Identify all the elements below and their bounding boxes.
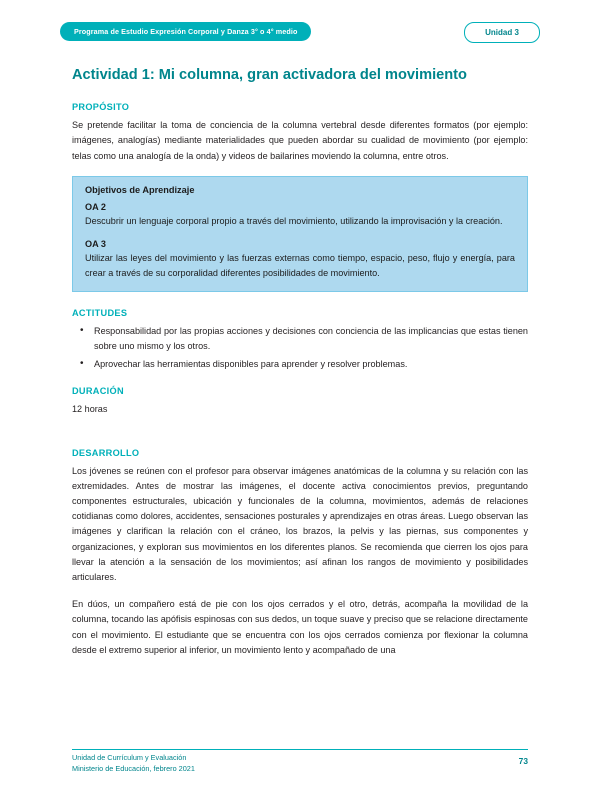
objetivos-list: [73, 202, 527, 291]
objetivos-aprendizaje-box: [72, 176, 528, 292]
section-label-proposito: PROPÓSITO: [72, 102, 130, 113]
page-content: [72, 66, 528, 658]
page-number: 73: [518, 756, 528, 766]
unit-badge: Unidad 3: [464, 22, 540, 43]
section-label-actitudes: ACTITUDES: [72, 307, 128, 318]
footer-institution: [72, 752, 195, 774]
list-item: • Aprovechar las herramientas disponibles para aprender y resolver problemas.: [94, 357, 528, 372]
footer-line-1: Unidad de Currículum y Evaluación: [72, 753, 187, 762]
objetivo-code: OA 3: [85, 238, 106, 249]
list-item: • Responsabilidad por las propias acciones y decisiones con conciencia de las implicancias que estas tienen sobre uno mismo y los otros.: [94, 324, 528, 354]
desarrollo-paragraph: Los jóvenes se reúnen con el profesor para observar imágenes anatómicas de la columna y su relación con las extremidades. Antes de mostrar las imágenes, el docente activa conocimientos previos, preguntando componentes estructurales, ubicación y funcionales de la columna, movimientos, además de relaciones cotidianas como dolores, accidentes, sensaciones posturales y aprendizajes en otras áreas. Luego observan las imágenes y clarifican la relación con el cráneo, los brazos, la pelvis y las piernas, sus componentes y organizaciones, y exploran sus movimientos en los diferentes planos. Se recomienda que cierren los ojos para llevar la atención a la sensación de los movimientos; así afinan los rangos de movimiento y posibilidades articulares.: [72, 465, 528, 583]
duracion-text: 12 horas: [72, 404, 108, 415]
objetivo-text: Utilizar las leyes del movimiento y las fuerzas externas como tiempo, espacio, peso, flujo y energía, para crear a través de su corporalidad diferentes posibilidades de movimiento.: [85, 252, 515, 278]
desarrollo-paragraph: En dúos, un compañero está de pie con los ojos cerrados y el otro, detrás, acompaña la movilidad de la columna, tocando las apófisis espinosas con sus dedos, un toque suave y preciso que se relacione directamente con el movimiento. El estudiante que se encuentra con los ojos cerrados comienza por flexionar la columna desde el extremo superior al inferior, un movimiento lento y acompañado de una: [72, 599, 528, 655]
objetivo-code: OA 2: [85, 201, 106, 212]
program-badge: Programa de Estudio Expresión Corporal y Danza 3° o 4° medio: [60, 22, 311, 41]
objetivo-item: [85, 239, 515, 281]
page-title: Actividad 1: Mi columna, gran activadora del movimiento: [72, 67, 467, 83]
footer-divider: [72, 749, 528, 750]
objetivo-text: Descubrir un lenguaje corporal propio a través del movimiento, utilizando la improvisación y la creación.: [85, 215, 503, 226]
section-label-duracion: DURACIÓN: [72, 386, 124, 397]
objetivo-item: [85, 202, 515, 229]
objetivos-title: Objetivos de Aprendizaje: [85, 184, 195, 195]
footer-line-2: Ministerio de Educación, febrero 2021: [72, 764, 195, 773]
actitudes-list: [72, 324, 528, 373]
page-header: [0, 22, 600, 42]
section-label-desarrollo: DESARROLLO: [72, 447, 140, 458]
proposito-text: Se pretende facilitar la toma de conciencia de la columna vertebral desde diferentes formatos (por ejemplo: imágenes, analogías) mediante materialidades que pueden abordar su cualidad de movimiento (por ejemplo: telas como una analogía de la onda) y videos de bailarines moviendo la columna, entre otros.: [72, 120, 528, 161]
